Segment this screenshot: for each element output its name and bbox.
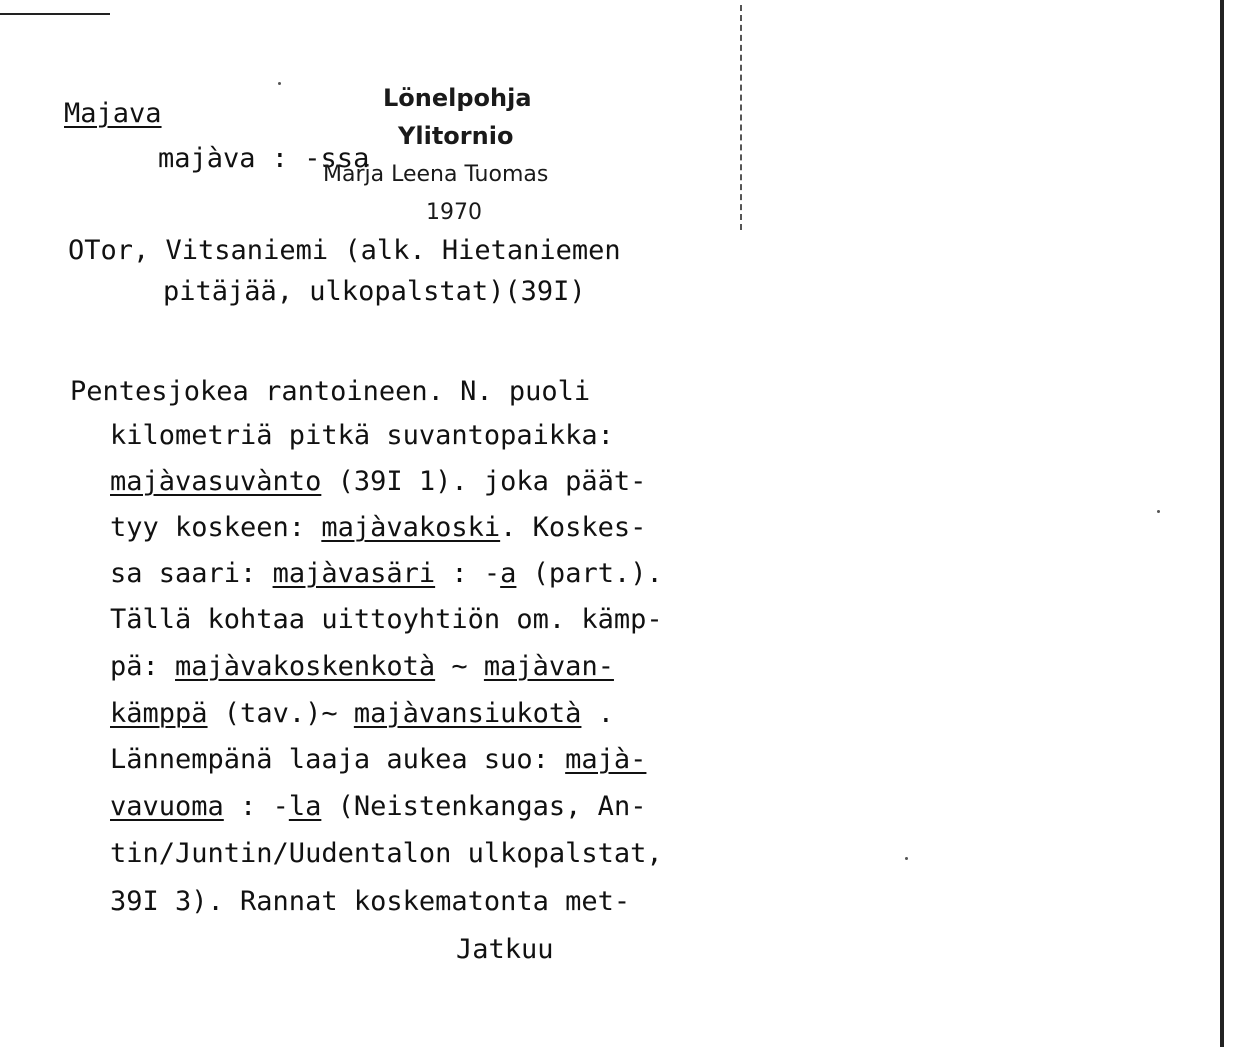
body-line-8 bbox=[110, 698, 614, 730]
body-line-6: Tällä kohtaa uittoyhtiön om. kämp- bbox=[110, 604, 663, 635]
body-line-10 bbox=[110, 791, 646, 823]
stamp-parish: Ylitornio bbox=[398, 122, 514, 150]
speck bbox=[1157, 510, 1160, 513]
pronunciation: majàva : -ssa bbox=[158, 143, 370, 174]
variant-tilde: ~ bbox=[435, 651, 484, 682]
place-name-term: majàvasuvànto bbox=[110, 466, 322, 497]
stamp-year: 1970 bbox=[426, 200, 482, 225]
body-line-9 bbox=[110, 744, 646, 776]
body-text: tyy koskeen: bbox=[110, 512, 322, 543]
place-name-term: vavuoma bbox=[110, 791, 224, 822]
body-text: (part.). bbox=[516, 558, 663, 589]
body-text: (Neistenkangas, An- bbox=[321, 791, 647, 822]
place-name-term: majà- bbox=[565, 744, 647, 775]
body-text: Lännempänä laaja aukea suo: bbox=[110, 744, 566, 775]
card-edge-dashes bbox=[740, 5, 742, 230]
body-text: (tav.)~ bbox=[207, 698, 354, 729]
body-text: . Koskes- bbox=[500, 512, 647, 543]
body-text: : - bbox=[435, 558, 501, 589]
body-line-12: 39I 3). Rannat koskematonta met- bbox=[110, 886, 631, 917]
top-edge-line bbox=[0, 13, 110, 15]
place-name-term: majàvasäri bbox=[272, 558, 436, 589]
right-border-line bbox=[1220, 0, 1224, 1047]
body-text: . bbox=[581, 698, 614, 729]
place-name-term: kämppä bbox=[110, 698, 208, 729]
location-line-2: pitäjää, ulkopalstat)(39I) bbox=[163, 276, 586, 307]
body-text: sa saari: bbox=[110, 558, 273, 589]
inflection-suffix: a bbox=[500, 558, 517, 589]
continued-note: Jatkuu bbox=[456, 934, 554, 965]
body-text: : - bbox=[223, 791, 289, 822]
location-line-1: OTor, Vitsaniemi (alk. Hietaniemen bbox=[68, 235, 621, 266]
body-line-1: Pentesjokea rantoineen. N. puoli bbox=[70, 376, 591, 407]
speck bbox=[278, 82, 281, 85]
body-line-4 bbox=[110, 512, 646, 544]
place-name-term: majàvansiukotà bbox=[353, 698, 582, 729]
body-text: (39I 1). joka päät- bbox=[321, 466, 647, 497]
stamp-region: Lönelpohja bbox=[383, 84, 532, 112]
speck bbox=[905, 857, 908, 860]
body-line-5 bbox=[110, 558, 663, 590]
body-line-3 bbox=[110, 466, 646, 498]
place-name-term: majàvan- bbox=[483, 651, 614, 682]
place-name-term: majàvakoski bbox=[321, 512, 501, 543]
body-line-2: kilometriä pitkä suvantopaikka: bbox=[110, 420, 614, 451]
place-name-term: majàvakoskenkotà bbox=[175, 651, 436, 682]
body-line-11: tin/Juntin/Uudentalon ulkopalstat, bbox=[110, 838, 663, 869]
stamp-collector: Marja Leena Tuomas bbox=[323, 162, 549, 187]
body-text: pä: bbox=[110, 651, 176, 682]
body-line-7 bbox=[110, 651, 614, 683]
headword: Majava bbox=[64, 98, 162, 129]
inflection-suffix: la bbox=[288, 791, 322, 822]
